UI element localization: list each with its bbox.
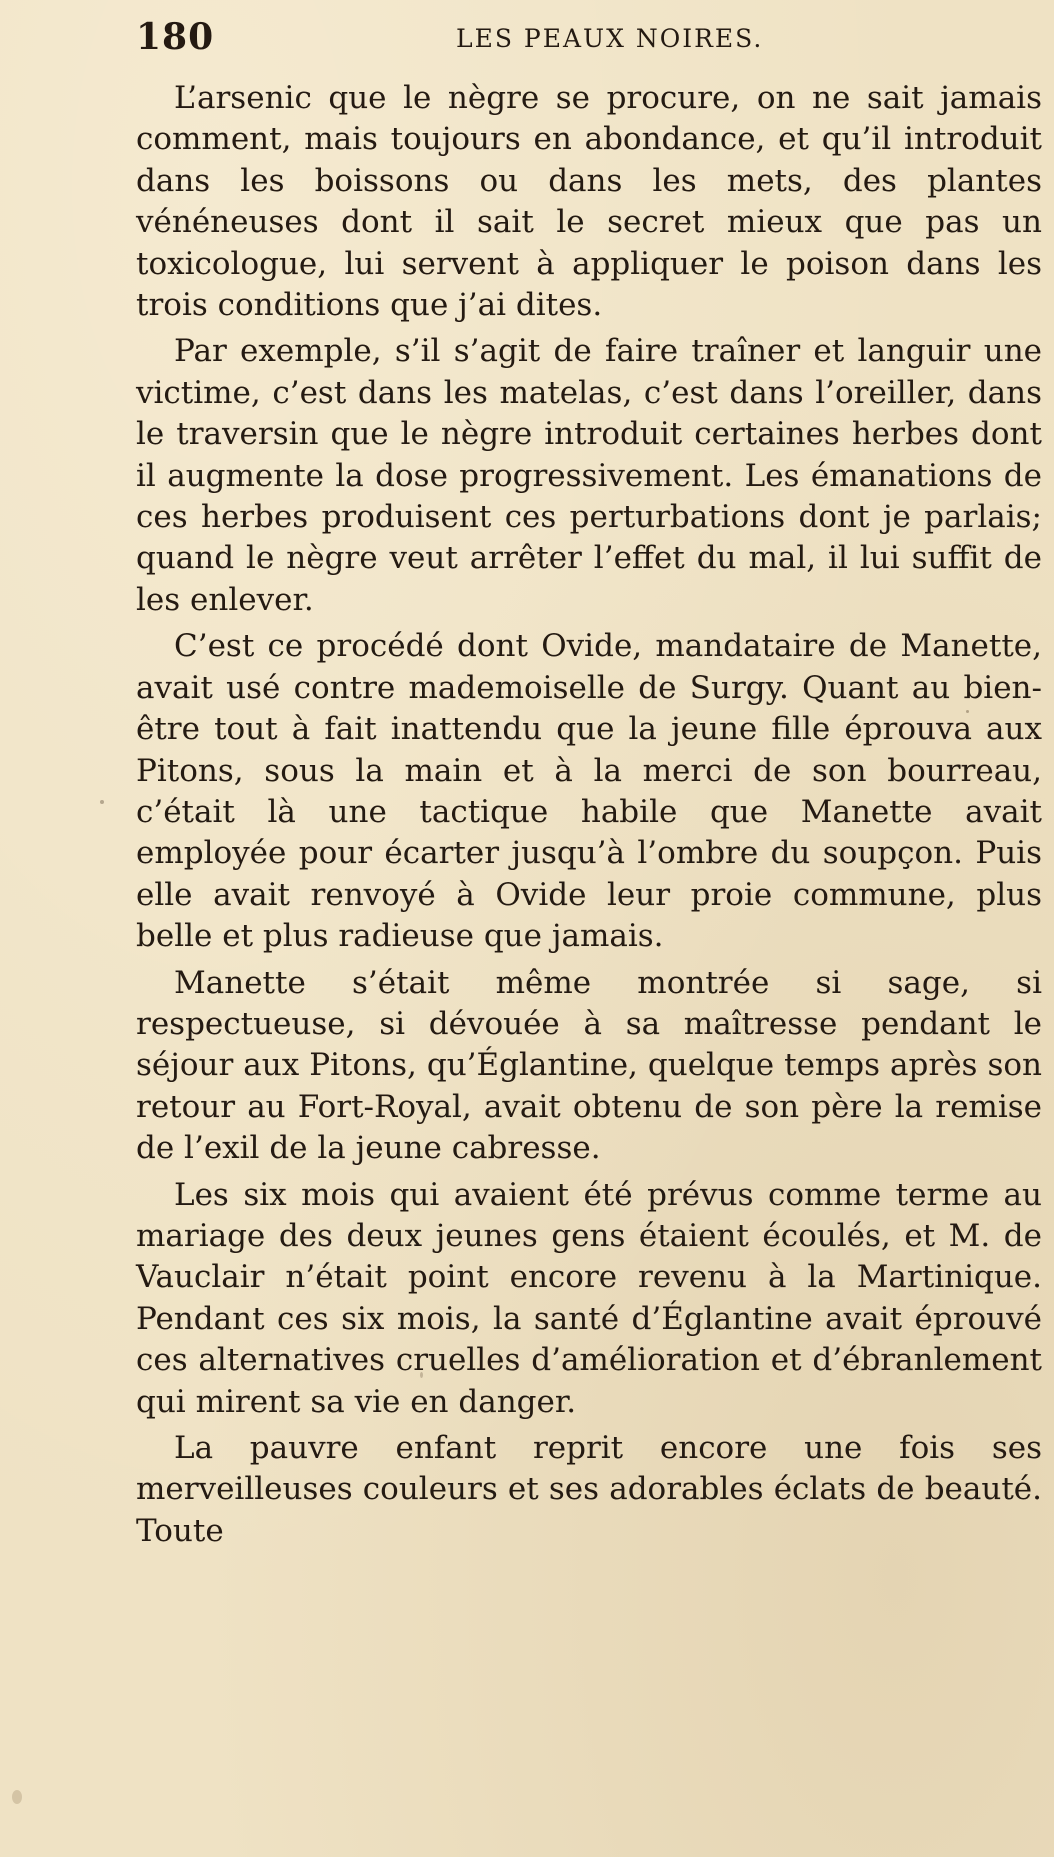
paper-speck xyxy=(420,1372,423,1378)
paper-speck xyxy=(100,800,104,804)
paper-speck xyxy=(12,1790,22,1804)
paragraph-5: Les six mois qui avaient été prévus comme terme au mariage des deux jeunes gens étaient écoulés, et M. de Vauclair n’était point encore revenu à la Martinique. Pendant ces six mois, la santé d’Églantine avait éprouvé ces alternatives cruelles d’amélioration et d’ébranlement qui mirent sa vie en danger. xyxy=(136,1176,1042,1420)
running-title: LES PEAUX NOIRES. xyxy=(456,24,764,53)
paragraph-4: Manette s’était même montrée si sage, si respectueuse, si dévouée à sa maîtresse pendant le séjour aux Pitons, qu’Églantine, quelque temps après son retour au Fort-Royal, avait obtenu de son père la remise de l’exil de la jeune cabresse. xyxy=(136,964,1042,1167)
paragraph-3: C’est ce procédé dont Ovide, mandataire de Manette, avait usé contre mademoiselle de Surgy. Quant au bien-être tout à fait inattendu que la jeune fille éprouva aux Pitons, sous la main et à la merci de son bourreau, c’était là une tactique habile que Manette avait employée pour écarter jusqu’à l’ombre du soupçon. Puis elle avait renvoyé à Ovide leur proie commune, plus belle et plus radieuse que jamais. xyxy=(136,628,1042,955)
paragraph-6: La pauvre enfant reprit encore une fois ses merveilleuses couleurs et ses adorables éclats de beauté. Toute xyxy=(136,1430,1042,1549)
paragraph-2: Par exemple, s’il s’agit de faire traîner et languir une victime, c’est dans les matelas, c’est dans l’oreiller, dans le traversin que le nègre introduit certaines herbes dont il augmente la dose progressivement. Les émanations de ces herbes produisent ces perturbations dont je parlais; quand le nègre veut arrêter l’effet du mal, il lui suffit de les enlever. xyxy=(136,333,1042,618)
body-text xyxy=(136,78,1042,1557)
paper-speck xyxy=(966,710,969,713)
page-number: 180 xyxy=(136,16,215,58)
page-header xyxy=(136,16,1042,66)
paragraph-1: L’arsenic que le nègre se procure, on ne sait jamais comment, mais toujours en abondance, et qu’il introduit dans les boissons ou dans les mets, des plantes vénéneuses dont il sait le secret mieux que pas un toxicologue, lui servent à appliquer le poison dans les trois conditions que j’ai dites. xyxy=(136,80,1042,324)
